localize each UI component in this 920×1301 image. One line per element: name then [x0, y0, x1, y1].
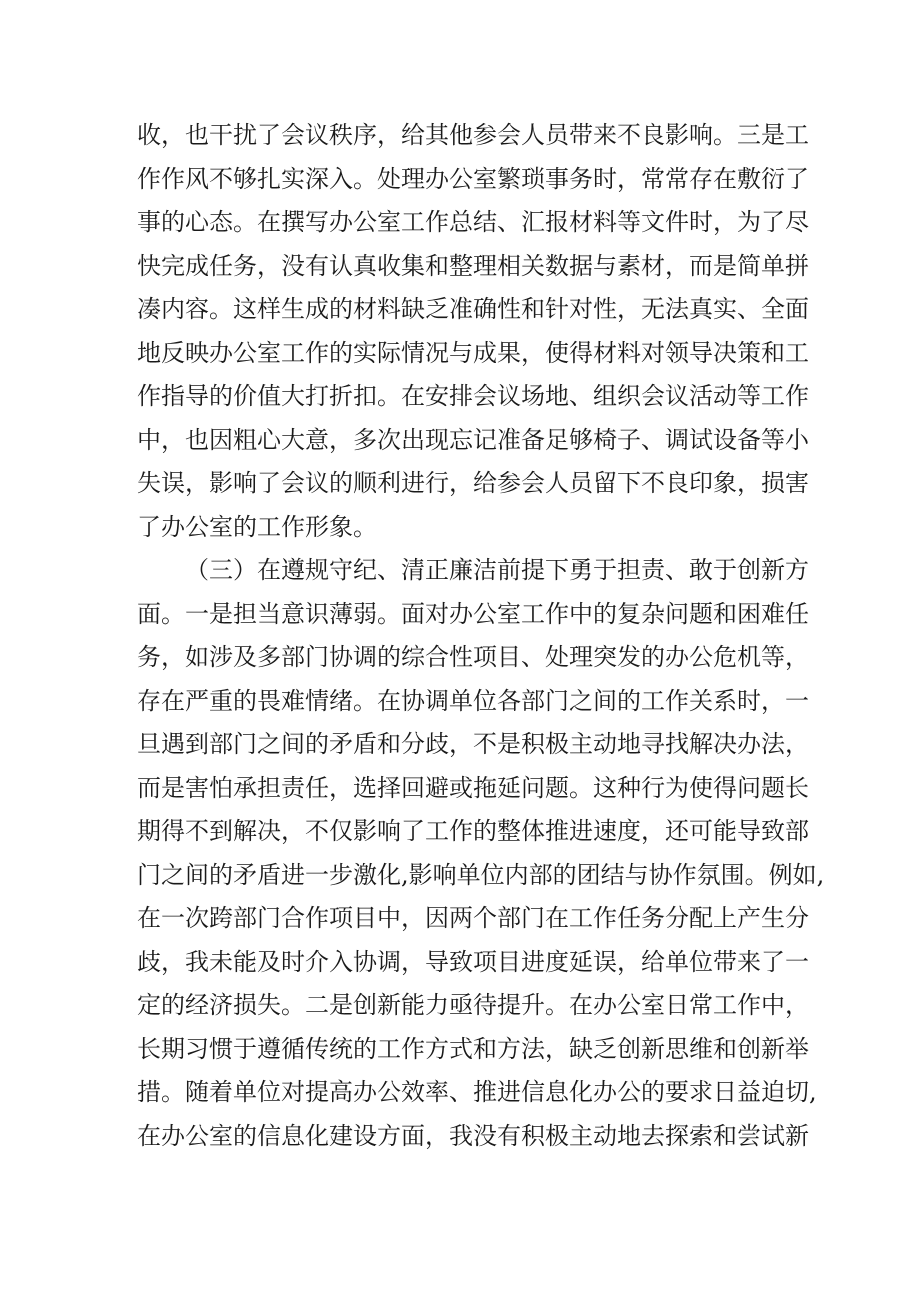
- text-line: 歧，我未能及时介入协调，导致项目进度延误，给单位带来了一: [137, 947, 809, 976]
- paragraph-1: [137, 114, 809, 549]
- document-body: [137, 114, 825, 1158]
- text-line: 中，也因粗心大意，多次出现忘记准备足够椅子、调试设备等小: [137, 425, 809, 454]
- text-line: 措。随着单位对提高办公效率、推进信息化办公的要求日益迫切,: [137, 1078, 817, 1106]
- text-line: 作作风不够扎实深入。处理办公室繁琐事务时，常常存在敷衍了: [137, 164, 809, 193]
- text-line: 长期习惯于遵循传统的工作方式和方法，缺乏创新思维和创新举: [137, 1034, 809, 1063]
- text-line: 旦遇到部门之间的矛盾和分歧，不是积极主动地寻找解决办法，: [137, 730, 809, 758]
- text-line: 定的经济损失。二是创新能力亟待提升。在办公室日常工作中，: [137, 991, 809, 1019]
- text-line: 门之间的矛盾进一步激化,影响单位内部的团结与协作氛围。例如,: [137, 860, 825, 889]
- text-line: 事的心态。在撰写办公室工作总结、汇报材料等文件时，为了尽: [137, 208, 809, 236]
- text-line: 在一次跨部门合作项目中，因两个部门在工作任务分配上产生分: [137, 904, 809, 932]
- text-line: 地反映办公室工作的实际情况与成果，使得材料对领导决策和工: [137, 338, 809, 367]
- text-line: 在办公室的信息化建设方面，我没有积极主动地去探索和尝试新: [137, 1121, 809, 1150]
- text-line: 存在严重的畏难情绪。在协调单位各部门之间的工作关系时，一: [137, 686, 809, 715]
- text-line: （三）在遵规守纪、清正廉洁前提下勇于担责、敢于创新方: [185, 556, 809, 584]
- text-line: 收，也干扰了会议秩序，给其他参会人员带来不良影响。三是工: [137, 121, 809, 149]
- text-line: 了办公室的工作形象。: [137, 512, 377, 541]
- paragraph-2: [137, 549, 825, 1158]
- text-line: 失误，影响了会议的顺利进行，给参会人员留下不良印象，损害: [137, 469, 809, 497]
- text-line: 快完成任务，没有认真收集和整理相关数据与素材，而是简单拼: [137, 251, 809, 280]
- text-line: 作指导的价值大打折扣。在安排会议场地、组织会议活动等工作: [137, 382, 809, 410]
- text-line: 务，如涉及多部门协调的综合性项目、处理突发的办公危机等，: [137, 643, 809, 671]
- text-line: 凑内容。这样生成的材料缺乏准确性和针对性，无法真实、全面: [137, 295, 809, 323]
- text-line: 而是害怕承担责任，选择回避或拖延问题。这种行为使得问题长: [137, 773, 809, 802]
- text-line: 面。一是担当意识薄弱。面对办公室工作中的复杂问题和困难任: [137, 599, 809, 628]
- text-line: 期得不到解决，不仅影响了工作的整体推进速度，还可能导致部: [137, 817, 809, 845]
